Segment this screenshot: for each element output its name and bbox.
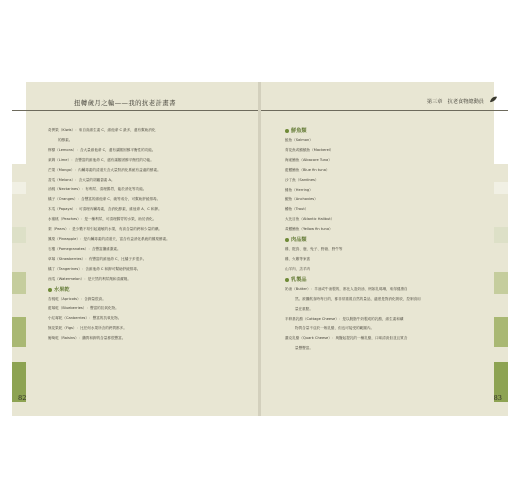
left-page xyxy=(12,82,259,416)
list-item: 香瓜（Melons）：含大量的胡蘿蔔素 A。 xyxy=(48,177,115,182)
list-item: 大比目魚（Atlantic Halibut） xyxy=(285,217,335,222)
list-item: 沙丁魚（Sardines） xyxy=(285,177,319,182)
list-item: 奇異果（Kiwis）：來自高維生素 C，維他命 C 最多，還有幫助消化 xyxy=(48,128,156,132)
list-item: 的酵素。 xyxy=(58,137,73,142)
list-item: 量豐豐富。 xyxy=(295,346,313,351)
list-item: 檸檬（Lemons）：含大量維他命 C，還有讓膽固醇平衡性的功能。 xyxy=(48,147,156,152)
list-item: 葡萄乾（Raisins）：纖質和鉀的含量都很豐富。 xyxy=(48,336,126,341)
list-item: 雞、火雞等家禽 xyxy=(285,256,311,261)
list-item: 鮭魚（Salmon） xyxy=(285,138,313,142)
list-item: 量在重點。 xyxy=(295,306,313,311)
list-item: 半粹基乳酪（Cottage Cheese）：是以脫脂牛奶製成的乳酪，維生素和礦 xyxy=(285,316,404,321)
list-item: 濃克乳酪（Quark Cheese）：與鹽起提乳的一種乳酪，口味清淡但並且質含 xyxy=(285,336,408,341)
left-running-head: 扭轉歲月之輪——我的抗老計畫書 xyxy=(74,99,176,107)
bullet-icon xyxy=(285,129,289,133)
list-item: 橘丁（Tangerines）：含維他命 C 和鉀可幫助舒緩排毒。 xyxy=(48,266,141,271)
list-item: 杏桃乾（Apricots）：含鉀量很高。 xyxy=(48,296,106,301)
list-item: 然。被攝飲食時每日的，都非常重視自然的量品，適度是對消化吸收，控制食用 xyxy=(295,296,421,301)
list-item: 梨（Pears）：是少數不易引起過敏的水果，有高含量的鈣和少量的碘。 xyxy=(48,227,163,232)
leaf-icon xyxy=(489,96,498,103)
header-rule xyxy=(12,110,259,111)
decorative-stripe xyxy=(12,317,26,347)
list-item: 草莓（Strawberries）：有豐富的維他命 C，比橘子多很多。 xyxy=(48,256,147,261)
list-item: 萊姆（Lime）：含豐富的維他命 C，還有讓膽固醇平衡性的功能。 xyxy=(48,157,154,162)
decorative-stripe xyxy=(494,317,508,347)
section-heading-fish xyxy=(285,126,481,136)
section-heading-label: 鮮魚類 xyxy=(291,128,307,134)
list-item: 青花魚或鯖鯖魚（Mackerel） xyxy=(285,147,334,152)
list-item: 藍鰭鮪魚（Blue fin tuna） xyxy=(285,167,330,172)
list-item: 鯷魚（Anchovies） xyxy=(285,197,318,202)
list-item: 水蜜桃（Peaches）：是一種利尿，可清理腸胃的水果，助於消化。 xyxy=(48,217,157,222)
list-item: 鯡魚（Herring） xyxy=(285,187,313,192)
bullet-icon xyxy=(285,278,289,282)
decorative-stripe xyxy=(494,182,508,194)
list-item: 奶油（Butter）：羊油或牛油製的，都比人造奶油、例如乳瑪琳，來得健康自 xyxy=(285,286,408,291)
page-number: 83 xyxy=(493,394,502,402)
section-heading-meat xyxy=(285,235,481,245)
list-item: 海產鮪魚（Albacore Tuna） xyxy=(285,157,332,162)
list-item: 西瓜（Watermelon）：是天然的利尿劑和清潔劑。 xyxy=(48,276,131,281)
fruit-list xyxy=(48,126,244,344)
food-list xyxy=(285,126,481,354)
decorative-stripe xyxy=(12,182,26,194)
list-item: 橘子（Oranges）：含豐富的維他命 C、硫等成分，可幫助舒緩排毒。 xyxy=(48,197,161,202)
section-heading-dried-fruit xyxy=(48,285,244,295)
decorative-stripe xyxy=(12,227,26,243)
list-item: 石榴（Pomegranates）：含豐富纖維激素。 xyxy=(48,246,121,251)
list-item: 鳳梨（Pineapple）：是內臟毒素的清道夫，富含有益消化系統的鳳梨酵素。 xyxy=(48,236,170,241)
bullet-icon xyxy=(48,288,52,292)
decorative-stripe xyxy=(494,82,508,164)
list-item: 物質含量不亞於一般乳酪，但也可接受的範圍內。 xyxy=(295,326,375,331)
section-heading-label: 肉品類 xyxy=(291,237,307,244)
list-item: 雞、鴕鳥、鹿、兔子、野豬、野牛等 xyxy=(285,247,343,252)
section-heading-label: 水果乾 xyxy=(54,286,70,293)
section-heading-label: 乳製品 xyxy=(291,276,307,283)
right-running-head: 第三章 抗老食物總動員 xyxy=(426,99,484,105)
decorative-stripe xyxy=(12,272,26,294)
header-rule xyxy=(261,110,508,111)
list-item: 黃鰭鮪魚（Yellow fin tuna） xyxy=(285,227,333,232)
list-item: 木瓜（Papaya）：可清理內臟毒素，含消化酵素，維他命 A、C 和鉀。 xyxy=(48,207,162,212)
section-heading-dairy xyxy=(285,275,481,285)
decorative-stripe xyxy=(494,227,508,243)
list-item: 山羊肉、羔羊肉 xyxy=(285,266,311,271)
open-book-spread xyxy=(12,82,508,416)
list-item: 小紅莓乾（Canberries）：豐富的抗氧化物。 xyxy=(48,316,122,321)
list-item: 鱒魚（Trout） xyxy=(285,207,309,212)
right-page xyxy=(261,82,508,416)
list-item: 無花果乾（Figs）：比任何水果所含的鈣質都多。 xyxy=(48,326,127,331)
list-item: 芒果（Mango）：內臟毒素的清道夫含大量對消化系統有益處的酵素。 xyxy=(48,167,161,172)
decorative-stripe xyxy=(494,272,508,294)
list-item: 藍莓乾（Blueberries）：豐富的抗氧化物。 xyxy=(48,306,119,311)
decorative-stripe xyxy=(12,82,26,164)
page-number: 82 xyxy=(18,394,27,402)
list-item: 油桃（Nectarines）：有利尿、清理腸胃，能於消化等功能。 xyxy=(48,187,147,192)
bullet-icon xyxy=(285,238,289,242)
